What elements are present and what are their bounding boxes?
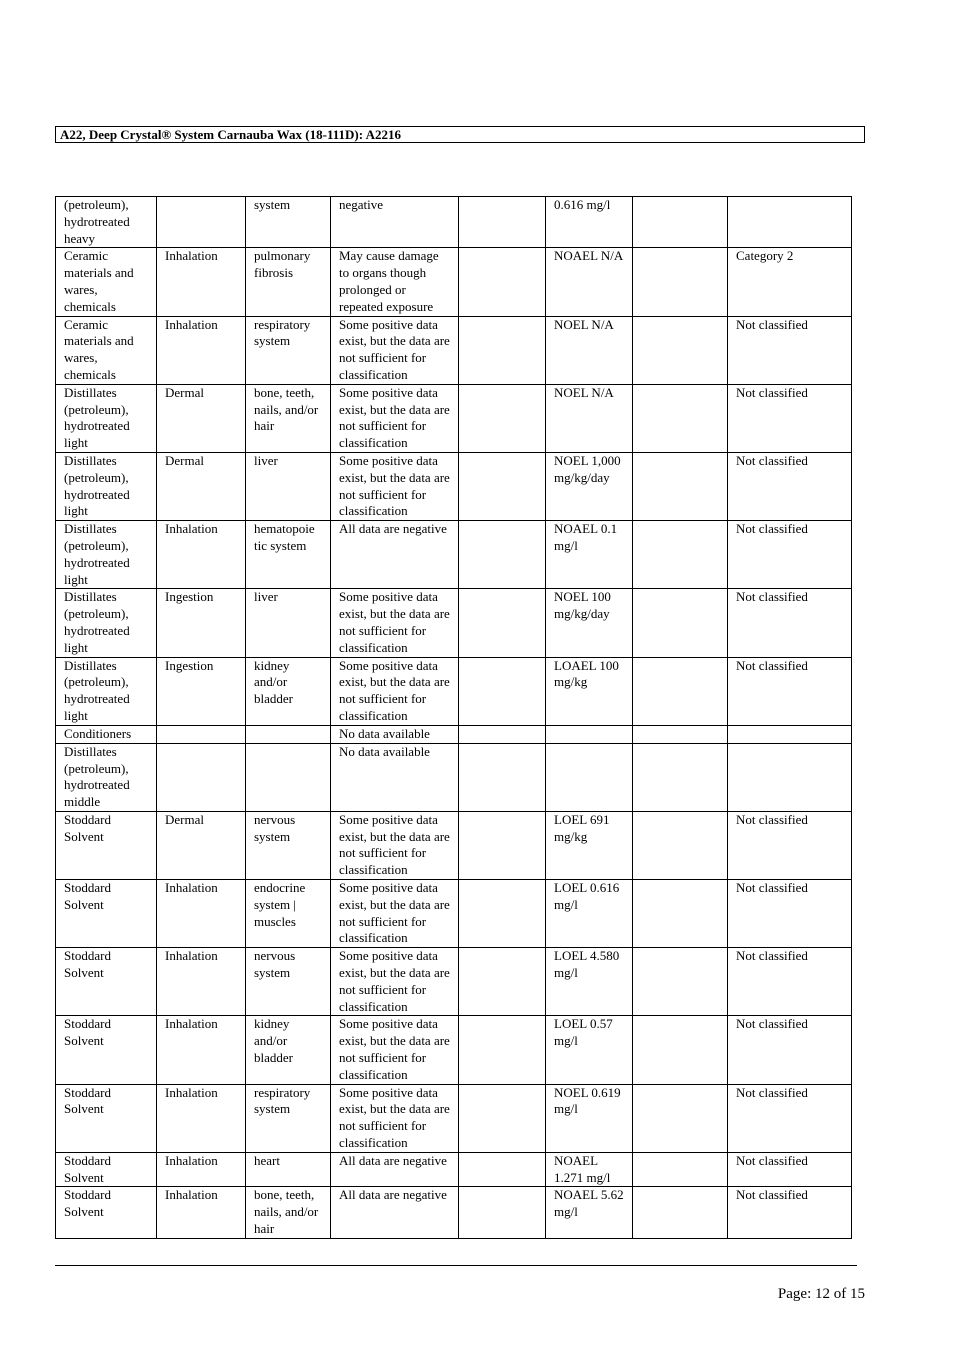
cell-value: Some positive data exist, but the data are not sufficient for classification	[331, 657, 459, 725]
cell-species	[459, 743, 546, 811]
cell-classification: Not classified	[728, 1152, 852, 1187]
cell-substance-name: Stoddard Solvent	[56, 1152, 157, 1187]
cell-route: Ingestion	[157, 589, 246, 657]
cell-classification: Not classified	[728, 1084, 852, 1152]
cell-classification: Not classified	[728, 948, 852, 1016]
cell-substance-name: Ceramic materials and wares, chemicals	[56, 316, 157, 384]
footer-divider	[55, 1265, 857, 1266]
cell-classification	[728, 197, 852, 248]
cell-species	[459, 521, 546, 589]
table-row	[56, 657, 852, 725]
cell-substance-name: Distillates (petroleum), hydrotreated light	[56, 657, 157, 725]
cell-exposure-duration	[633, 1016, 728, 1084]
cell-route	[157, 725, 246, 743]
cell-exposure-duration	[633, 521, 728, 589]
cell-value: Some positive data exist, but the data are not sufficient for classification	[331, 589, 459, 657]
table-row	[56, 1152, 852, 1187]
cell-classification: Not classified	[728, 521, 852, 589]
cell-test-result: NOAEL N/A	[546, 248, 633, 316]
table-row	[56, 316, 852, 384]
cell-target-organ: bone, teeth, nails, and/or hair	[246, 1187, 331, 1238]
cell-value: Some positive data exist, but the data are not sufficient for classification	[331, 948, 459, 1016]
cell-exposure-duration	[633, 248, 728, 316]
table-row	[56, 452, 852, 520]
cell-exposure-duration	[633, 1187, 728, 1238]
cell-exposure-duration	[633, 948, 728, 1016]
table-row	[56, 197, 852, 248]
cell-substance-name: Stoddard Solvent	[56, 880, 157, 948]
cell-species	[459, 452, 546, 520]
table-row	[56, 880, 852, 948]
cell-exposure-duration	[633, 1084, 728, 1152]
cell-value: Some positive data exist, but the data are not sufficient for classification	[331, 811, 459, 879]
cell-route: Inhalation	[157, 521, 246, 589]
cell-target-organ: endocrine system | muscles	[246, 880, 331, 948]
cell-value: No data available	[331, 743, 459, 811]
cell-classification: Not classified	[728, 811, 852, 879]
cell-substance-name: Conditioners	[56, 725, 157, 743]
cell-classification	[728, 743, 852, 811]
cell-species	[459, 197, 546, 248]
cell-value: Some positive data exist, but the data are not sufficient for classification	[331, 384, 459, 452]
cell-exposure-duration	[633, 589, 728, 657]
cell-substance-name: Distillates (petroleum), hydrotreated light	[56, 521, 157, 589]
cell-route: Inhalation	[157, 880, 246, 948]
cell-species	[459, 316, 546, 384]
cell-substance-name: Distillates (petroleum), hydrotreated light	[56, 452, 157, 520]
cell-target-organ: liver	[246, 452, 331, 520]
table-row	[56, 521, 852, 589]
cell-value: Some positive data exist, but the data are not sufficient for classification	[331, 1084, 459, 1152]
cell-value: Some positive data exist, but the data are not sufficient for classification	[331, 316, 459, 384]
cell-test-result: NOAEL 1.271 mg/l	[546, 1152, 633, 1187]
cell-species	[459, 1016, 546, 1084]
cell-test-result: LOEL 0.57 mg/l	[546, 1016, 633, 1084]
cell-target-organ: heart	[246, 1152, 331, 1187]
cell-substance-name: Distillates (petroleum), hydrotreated light	[56, 589, 157, 657]
cell-substance-name: Distillates (petroleum), hydrotreated middle	[56, 743, 157, 811]
page-number: Page: 12 of 15	[777, 1286, 865, 1302]
cell-route: Dermal	[157, 811, 246, 879]
cell-test-result: NOEL 1,000 mg/kg/day	[546, 452, 633, 520]
table-row	[56, 743, 852, 811]
cell-classification: Not classified	[728, 1016, 852, 1084]
cell-exposure-duration	[633, 811, 728, 879]
cell-species	[459, 1152, 546, 1187]
cell-species	[459, 657, 546, 725]
cell-target-organ: pulmonary fibrosis	[246, 248, 331, 316]
cell-route: Inhalation	[157, 948, 246, 1016]
table-row	[56, 725, 852, 743]
cell-substance-name: Ceramic materials and wares, chemicals	[56, 248, 157, 316]
cell-exposure-duration	[633, 725, 728, 743]
cell-exposure-duration	[633, 743, 728, 811]
document-title: A22, Deep Crystal® System Carnauba Wax (18-111D): A2216	[60, 127, 401, 142]
table-row	[56, 248, 852, 316]
cell-species	[459, 248, 546, 316]
cell-test-result: LOEL 691 mg/kg	[546, 811, 633, 879]
cell-exposure-duration	[633, 452, 728, 520]
cell-route: Dermal	[157, 384, 246, 452]
cell-route: Ingestion	[157, 657, 246, 725]
cell-classification: Category 2	[728, 248, 852, 316]
cell-target-organ: liver	[246, 589, 331, 657]
cell-route: Inhalation	[157, 1084, 246, 1152]
cell-route	[157, 743, 246, 811]
cell-test-result	[546, 725, 633, 743]
cell-value: Some positive data exist, but the data are not sufficient for classification	[331, 880, 459, 948]
document-header	[55, 126, 865, 143]
cell-target-organ: kidney and/or bladder	[246, 1016, 331, 1084]
cell-test-result: LOAEL 100 mg/kg	[546, 657, 633, 725]
cell-route	[157, 197, 246, 248]
cell-route: Inhalation	[157, 1187, 246, 1238]
cell-substance-name: (petroleum), hydrotreated heavy	[56, 197, 157, 248]
cell-classification: Not classified	[728, 880, 852, 948]
cell-target-organ: system	[246, 197, 331, 248]
cell-classification: Not classified	[728, 452, 852, 520]
cell-target-organ	[246, 725, 331, 743]
cell-route: Dermal	[157, 452, 246, 520]
cell-value: All data are negative	[331, 1152, 459, 1187]
cell-species	[459, 880, 546, 948]
cell-species	[459, 725, 546, 743]
cell-test-result: NOEL N/A	[546, 384, 633, 452]
cell-exposure-duration	[633, 316, 728, 384]
cell-value: negative	[331, 197, 459, 248]
cell-species	[459, 1187, 546, 1238]
cell-target-organ: respiratory system	[246, 316, 331, 384]
table-row	[56, 1016, 852, 1084]
cell-substance-name: Stoddard Solvent	[56, 948, 157, 1016]
cell-route: Inhalation	[157, 1016, 246, 1084]
cell-value: May cause damage to organs though prolonged or repeated exposure	[331, 248, 459, 316]
cell-species	[459, 384, 546, 452]
cell-test-result: NOEL 0.619 mg/l	[546, 1084, 633, 1152]
table-row	[56, 589, 852, 657]
cell-species	[459, 948, 546, 1016]
cell-species	[459, 589, 546, 657]
cell-exposure-duration	[633, 1152, 728, 1187]
cell-target-organ: nervous system	[246, 948, 331, 1016]
cell-route: Inhalation	[157, 1152, 246, 1187]
toxicity-table	[55, 196, 852, 1239]
cell-classification: Not classified	[728, 657, 852, 725]
table-row	[56, 811, 852, 879]
cell-test-result: NOAEL 5.62 mg/l	[546, 1187, 633, 1238]
toxicity-table-body	[56, 197, 852, 1239]
cell-test-result: 0.616 mg/l	[546, 197, 633, 248]
cell-test-result: LOEL 4.580 mg/l	[546, 948, 633, 1016]
cell-target-organ: kidney and/or bladder	[246, 657, 331, 725]
cell-test-result: NOAEL 0.1 mg/l	[546, 521, 633, 589]
cell-substance-name: Stoddard Solvent	[56, 1084, 157, 1152]
cell-target-organ	[246, 743, 331, 811]
cell-substance-name: Stoddard Solvent	[56, 1016, 157, 1084]
cell-classification: Not classified	[728, 384, 852, 452]
cell-substance-name: Stoddard Solvent	[56, 811, 157, 879]
cell-test-result: NOEL 100 mg/kg/day	[546, 589, 633, 657]
cell-exposure-duration	[633, 384, 728, 452]
cell-species	[459, 1084, 546, 1152]
cell-test-result: NOEL N/A	[546, 316, 633, 384]
table-row	[56, 1187, 852, 1238]
table-row	[56, 384, 852, 452]
cell-route: Inhalation	[157, 316, 246, 384]
cell-value: All data are negative	[331, 1187, 459, 1238]
cell-target-organ: hematopoie tic system	[246, 521, 331, 589]
cell-exposure-duration	[633, 880, 728, 948]
cell-test-result: LOEL 0.616 mg/l	[546, 880, 633, 948]
cell-value: Some positive data exist, but the data are not sufficient for classification	[331, 452, 459, 520]
cell-classification	[728, 725, 852, 743]
cell-substance-name: Stoddard Solvent	[56, 1187, 157, 1238]
table-row	[56, 948, 852, 1016]
cell-value: Some positive data exist, but the data are not sufficient for classification	[331, 1016, 459, 1084]
cell-test-result	[546, 743, 633, 811]
cell-classification: Not classified	[728, 589, 852, 657]
cell-value: All data are negative	[331, 521, 459, 589]
cell-value: No data available	[331, 725, 459, 743]
cell-target-organ: bone, teeth, nails, and/or hair	[246, 384, 331, 452]
cell-classification: Not classified	[728, 1187, 852, 1238]
cell-substance-name: Distillates (petroleum), hydrotreated light	[56, 384, 157, 452]
cell-classification: Not classified	[728, 316, 852, 384]
cell-target-organ: nervous system	[246, 811, 331, 879]
table-row	[56, 1084, 852, 1152]
cell-target-organ: respiratory system	[246, 1084, 331, 1152]
cell-route: Inhalation	[157, 248, 246, 316]
cell-species	[459, 811, 546, 879]
cell-exposure-duration	[633, 197, 728, 248]
cell-exposure-duration	[633, 657, 728, 725]
